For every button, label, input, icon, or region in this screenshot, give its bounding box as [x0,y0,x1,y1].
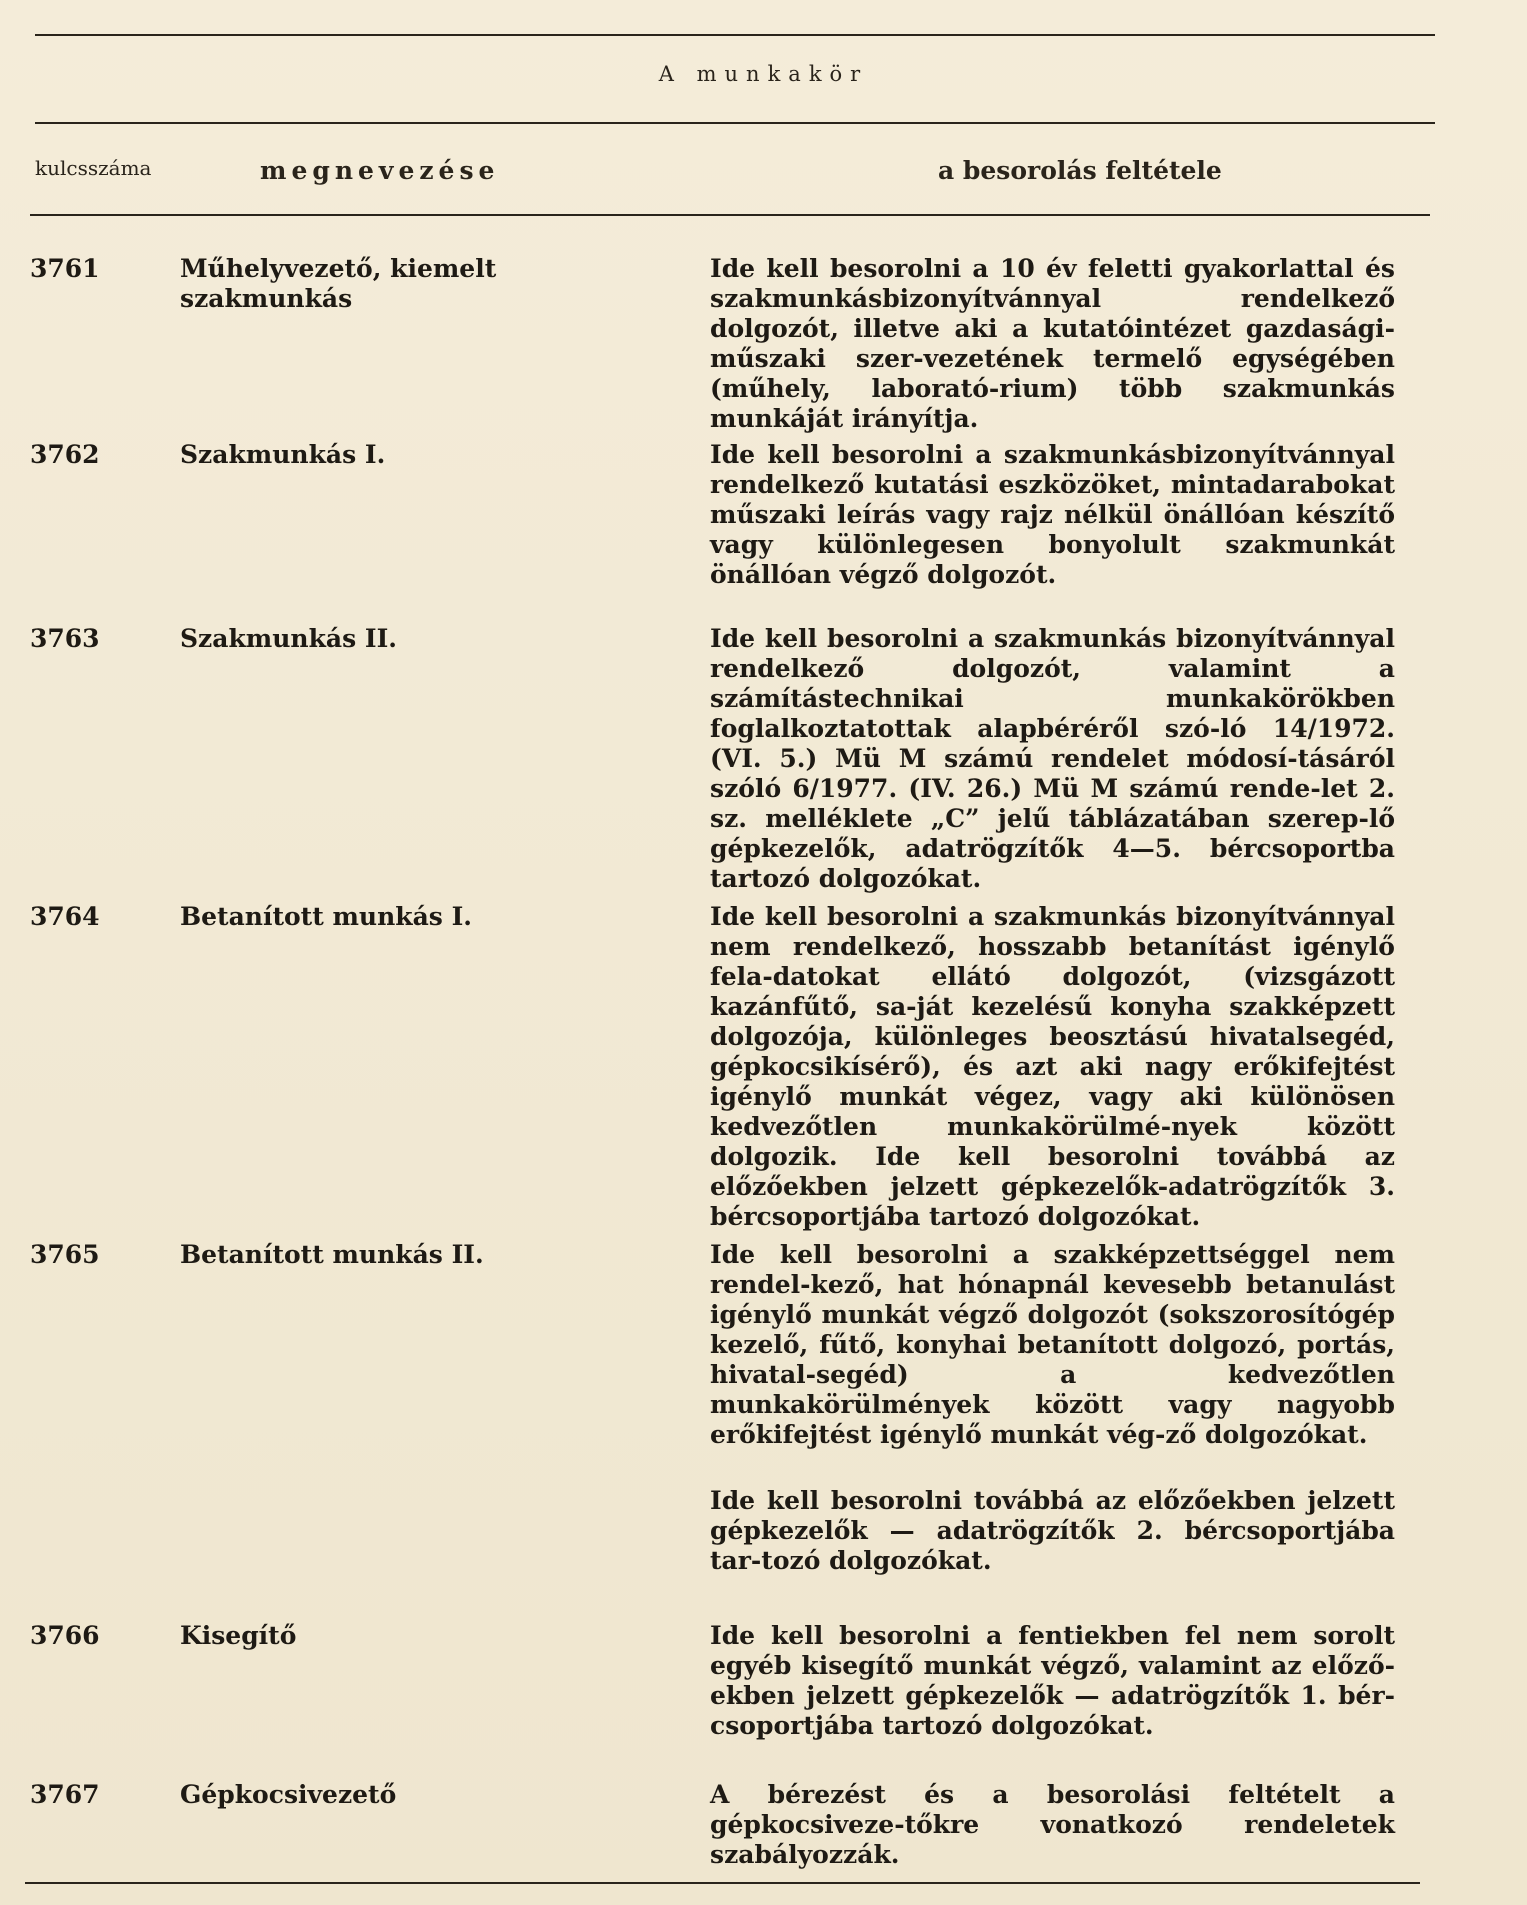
row-code: 3765 [30,1240,100,1269]
row-condition [710,440,1395,590]
row-code: 3763 [30,624,100,653]
column-header-condition: a besorolás feltétele [938,156,1222,185]
condition-paragraph: A bérezést és a besorolási feltételt a gépkocsiveze-tőkre vonatkozó rendeletek szabályozzák. [710,1780,1395,1869]
row-condition [710,1240,1395,1576]
row-condition [710,624,1395,894]
header-divider [35,122,1435,124]
column-header-name: megnevezése [260,156,500,185]
top-rule [35,34,1435,36]
row-code: 3764 [30,902,100,931]
condition-paragraph: Ide kell besorolni a szakmunkásbizonyítvánnyal rendelkező kutatási eszközöket, mintadarabokat műszaki leírás vagy rajz nélkül önállóan készítő vagy különlegesen bonyolult szakmunkát önállóan végző dolgozót. [710,440,1395,589]
condition-paragraph: Ide kell besorolni a 10 év feletti gyakorlattal és szakmunkásbizonyítvánnyal rendelkező dolgozót, illetve aki a kutatóintézet gazdasági-műszaki szer-vezetének termelő egységében (műhely, laborató-rium) több szakmunkás munkáját irányítja. [710,254,1395,433]
row-name: Gépkocsivezető [180,1780,397,1809]
condition-paragraph: Ide kell besorolni a szakképzettséggel nem rendel-kező, hat hónapnál kevesebb betanulást igénylő munkát végző dolgozót (sokszorosítógép kezelő, fűtő, konyhai betanított dolgozó, portás, hivatal-segéd) a kedvezőtlen munkakörülmények között vagy nagyobb erőkifejtést igénylő munkát vég-ző dolgozókat. [710,1240,1395,1449]
row-name: Kisegítő [180,1621,297,1650]
row-code: 3766 [30,1621,100,1650]
column-header-key: kulcsszáma [35,156,152,180]
column-header-rule [30,214,1430,216]
row-condition [710,1621,1395,1741]
condition-paragraph: Ide kell besorolni a szakmunkás bizonyítvánnyal rendelkező dolgozót, valamint a számítástechnikai munkakörökben foglalkoztatottak alapbéréről szó-ló 14/1972. (VI. 5.) Mü M számú rendelet módosí-tásáról szóló 6/1977. (IV. 26.) Mü M számú rende-let 2. sz. melléklete „C” jelű táblázatában szerep-lő gépkezelők, adatrögzítők 4—5. bércsoportba tartozó dolgozókat. [710,624,1395,893]
row-name: Szakmunkás I. [180,440,386,469]
row-code: 3762 [30,440,100,469]
row-code: 3761 [30,254,100,283]
row-name: Betanított munkás I. [180,902,472,931]
row-name: Betanított munkás II. [180,1240,484,1269]
row-condition [710,1780,1395,1870]
condition-paragraph: Ide kell besorolni a fentiekben fel nem sorolt egyéb kisegítő munkát végző, valamint az előző-ekben jelzett gépkezelők — adatrögzítők 1. bér-csoportjába tartozó dolgozókat. [710,1621,1395,1740]
bottom-rule [25,1882,1420,1884]
condition-paragraph: Ide kell besorolni továbbá az előzőekben jelzett gépkezelők — adatrögzítők 2. bércsoportjába tar-tozó dolgozókat. [710,1486,1395,1575]
row-condition [710,902,1395,1232]
row-name: Szakmunkás II. [180,624,397,653]
row-condition [710,254,1395,434]
row-code: 3767 [30,1780,100,1809]
table-title: A munkakör [658,62,869,86]
row-name: Műhelyvezető, kiemelt szakmunkás [180,254,497,313]
condition-paragraph: Ide kell besorolni a szakmunkás bizonyítvánnyal nem rendelkező, hosszabb betanítást igénylő fela-datokat ellátó dolgozót, (vizsgázott kazánfűtő, sa-ját kezelésű konyha szakképzett dolgozója, különleges beosztású hivatalsegéd, gépkocsikísérő), és azt aki nagy erőkifejtést igénylő munkát végez, vagy aki különösen kedvezőtlen munkakörülmé-nyek között dolgozik. Ide kell besorolni továbbá az előzőekben jelzett gépkezelők-adatrögzítők 3. bércsoportjába tartozó dolgozókat. [710,902,1395,1231]
